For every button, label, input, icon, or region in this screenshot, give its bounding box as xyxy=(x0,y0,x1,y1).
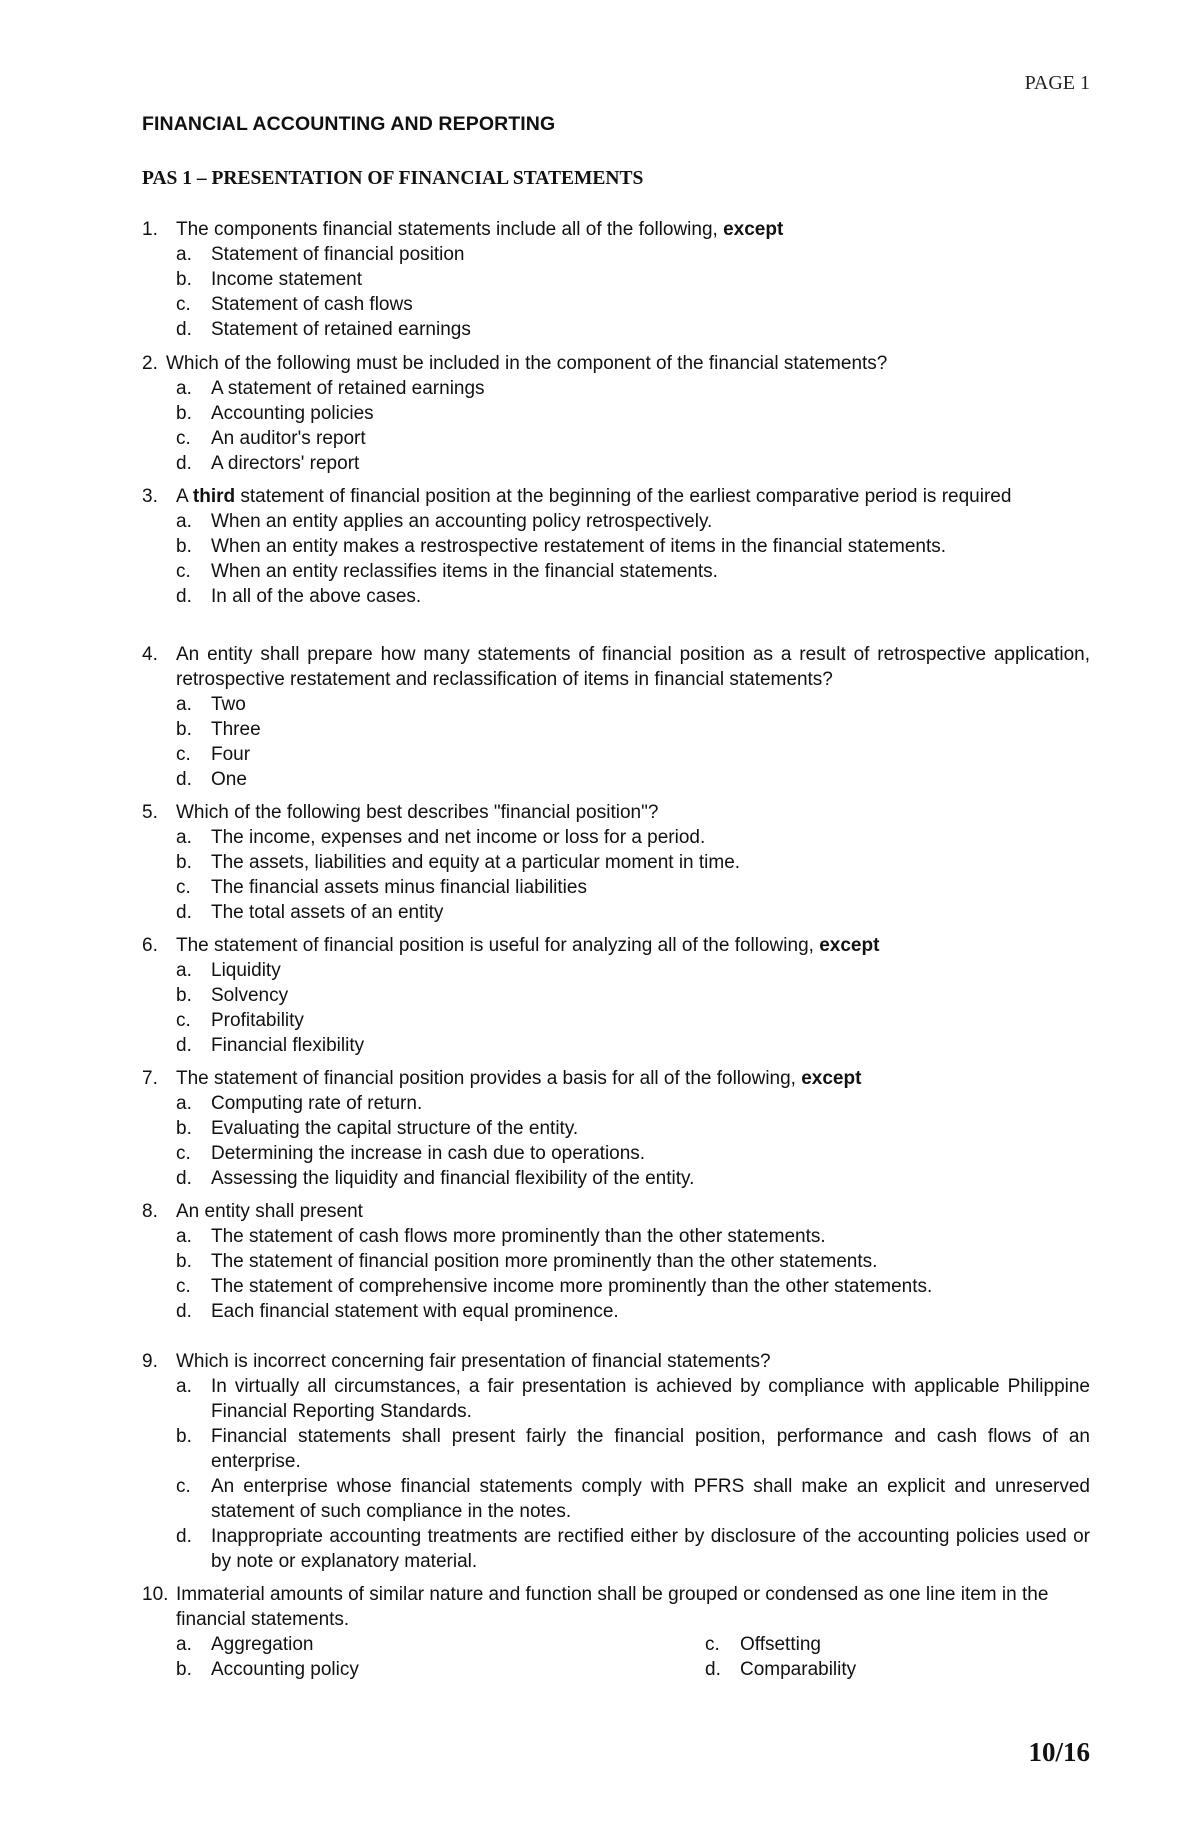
option-c: c. When an entity reclassifies items in the financial statements. xyxy=(176,561,718,582)
options-list xyxy=(176,1374,1090,1574)
question-text: The components financial statements include all of the following, except xyxy=(176,219,784,240)
option-b: b. The statement of financial position more prominently than the other statements. xyxy=(176,1251,878,1272)
option-a: a. Liquidity xyxy=(176,960,281,981)
option-d: d. One xyxy=(176,769,247,790)
option-b: b. When an entity makes a restrospective restatement of items in the financial statements. xyxy=(176,536,947,557)
question-text: An entity shall present xyxy=(176,1201,363,1222)
options-list xyxy=(176,242,1090,342)
question-4 xyxy=(142,642,1090,792)
emphasis: except xyxy=(819,935,880,956)
option-a: a. In virtually all circumstances, a fair presentation is achieved by compliance with applicable Philippine Financial Reporting Standards. xyxy=(176,1376,1090,1422)
options-list xyxy=(176,509,1090,609)
question-8 xyxy=(142,1199,1090,1324)
question-number: 7. xyxy=(142,1068,158,1089)
question-text: The statement of financial position is useful for analyzing all of the following, except xyxy=(176,935,880,956)
options-grid xyxy=(176,1632,1090,1682)
question-10 xyxy=(142,1582,1090,1682)
option-c: c. An enterprise whose financial statements comply with PFRS shall make an explicit and unreserved statement of such compliance in the notes. xyxy=(176,1476,1090,1522)
question-text: A third statement of financial position at the beginning of the earliest comparative period is required xyxy=(176,486,1012,507)
option-d: d. Inappropriate accounting treatments are rectified either by disclosure of the accounting policies used or by note or explanatory material. xyxy=(176,1526,1090,1572)
option-d: d. Each financial statement with equal prominence. xyxy=(176,1301,619,1322)
question-number: 4. xyxy=(142,644,158,665)
options-list xyxy=(176,1224,1090,1324)
option-d: d. Financial flexibility xyxy=(176,1035,365,1056)
option-b: b. Three xyxy=(176,719,261,740)
question-number: 1. xyxy=(142,219,158,240)
options-list xyxy=(176,692,1090,792)
option-c: c. Offsetting xyxy=(705,1634,821,1655)
option-d: d. The total assets of an entity xyxy=(176,902,444,923)
option-b: b. Accounting policy xyxy=(176,1659,359,1680)
option-d: d. Statement of retained earnings xyxy=(176,319,471,340)
page-label: PAGE 1 xyxy=(1024,72,1090,94)
option-c: c. Profitability xyxy=(176,1010,304,1031)
question-2 xyxy=(142,351,1090,476)
option-c: c. The financial assets minus financial liabilities xyxy=(176,877,587,898)
option-b: b. Solvency xyxy=(176,985,289,1006)
options-list xyxy=(176,1091,1090,1191)
question-text: The statement of financial position provides a basis for all of the following, except xyxy=(176,1068,862,1089)
option-c: c. An auditor's report xyxy=(176,428,366,449)
question-text: Which of the following best describes "financial position"? xyxy=(176,802,659,823)
option-d: d. A directors' report xyxy=(176,453,360,474)
option-c: c. The statement of comprehensive income more prominently than the other statements. xyxy=(176,1276,933,1297)
question-number: 9. xyxy=(142,1351,158,1372)
option-c: c. Four xyxy=(176,744,251,765)
options-list xyxy=(176,825,1090,925)
question-3 xyxy=(142,484,1090,609)
document-subtitle: PAS 1 – PRESENTATION OF FINANCIAL STATEMENTS xyxy=(142,168,644,189)
option-a: a. When an entity applies an accounting policy retrospectively. xyxy=(176,511,713,532)
question-7 xyxy=(142,1066,1090,1191)
option-c: c. Determining the increase in cash due to operations. xyxy=(176,1143,646,1164)
option-b: b. Financial statements shall present fairly the financial position, performance and cash flows of an enterprise. xyxy=(176,1426,1090,1472)
options-list xyxy=(176,958,1090,1058)
option-d: d. Assessing the liquidity and financial flexibility of the entity. xyxy=(176,1168,695,1189)
option-a: a. A statement of retained earnings xyxy=(176,378,485,399)
option-d: d. Comparability xyxy=(705,1659,857,1680)
option-a: a. The income, expenses and net income or loss for a period. xyxy=(176,827,706,848)
question-1 xyxy=(142,217,1090,342)
question-text: Which of the following must be included in the component of the financial statements? xyxy=(166,353,888,374)
page-counter: 10/16 xyxy=(1028,1737,1090,1767)
question-9 xyxy=(142,1349,1090,1574)
option-a: a. Two xyxy=(176,694,246,715)
option-a: a. Statement of financial position xyxy=(176,244,465,265)
question-number: 5. xyxy=(142,802,158,823)
question-5 xyxy=(142,800,1090,925)
emphasis: third xyxy=(192,486,236,507)
question-6 xyxy=(142,933,1090,1058)
option-b: b. The assets, liabilities and equity at a particular moment in time. xyxy=(176,852,741,873)
question-number: 6. xyxy=(142,935,158,956)
option-a: a. The statement of cash flows more prominently than the other statements. xyxy=(176,1226,826,1247)
question-text: Immaterial amounts of similar nature and function shall be grouped or condensed as one line item in the financial statements. xyxy=(176,1584,1049,1630)
question-text: An entity shall prepare how many statements of financial position as a result of retrospective application, retrospective restatement and reclassification of items in financial statements? xyxy=(176,644,1090,690)
option-b: b. Income statement xyxy=(176,269,363,290)
question-text: Which is incorrect concerning fair presentation of financial statements? xyxy=(176,1351,771,1372)
option-a: a. Computing rate of return. xyxy=(176,1093,423,1114)
option-c: c. Statement of cash flows xyxy=(176,294,413,315)
emphasis: except xyxy=(723,219,784,240)
option-b: b. Accounting policies xyxy=(176,403,374,424)
option-b: b. Evaluating the capital structure of the entity. xyxy=(176,1118,579,1139)
option-a: a. Aggregation xyxy=(176,1634,314,1655)
question-number: 2. xyxy=(142,353,158,374)
options-list xyxy=(176,376,1090,476)
question-number: 8. xyxy=(142,1201,158,1222)
emphasis: except xyxy=(801,1068,862,1089)
question-number: 3. xyxy=(142,486,158,507)
question-number: 10. xyxy=(142,1584,169,1605)
document-title: FINANCIAL ACCOUNTING AND REPORTING xyxy=(142,113,556,135)
option-d: d. In all of the above cases. xyxy=(176,586,422,607)
